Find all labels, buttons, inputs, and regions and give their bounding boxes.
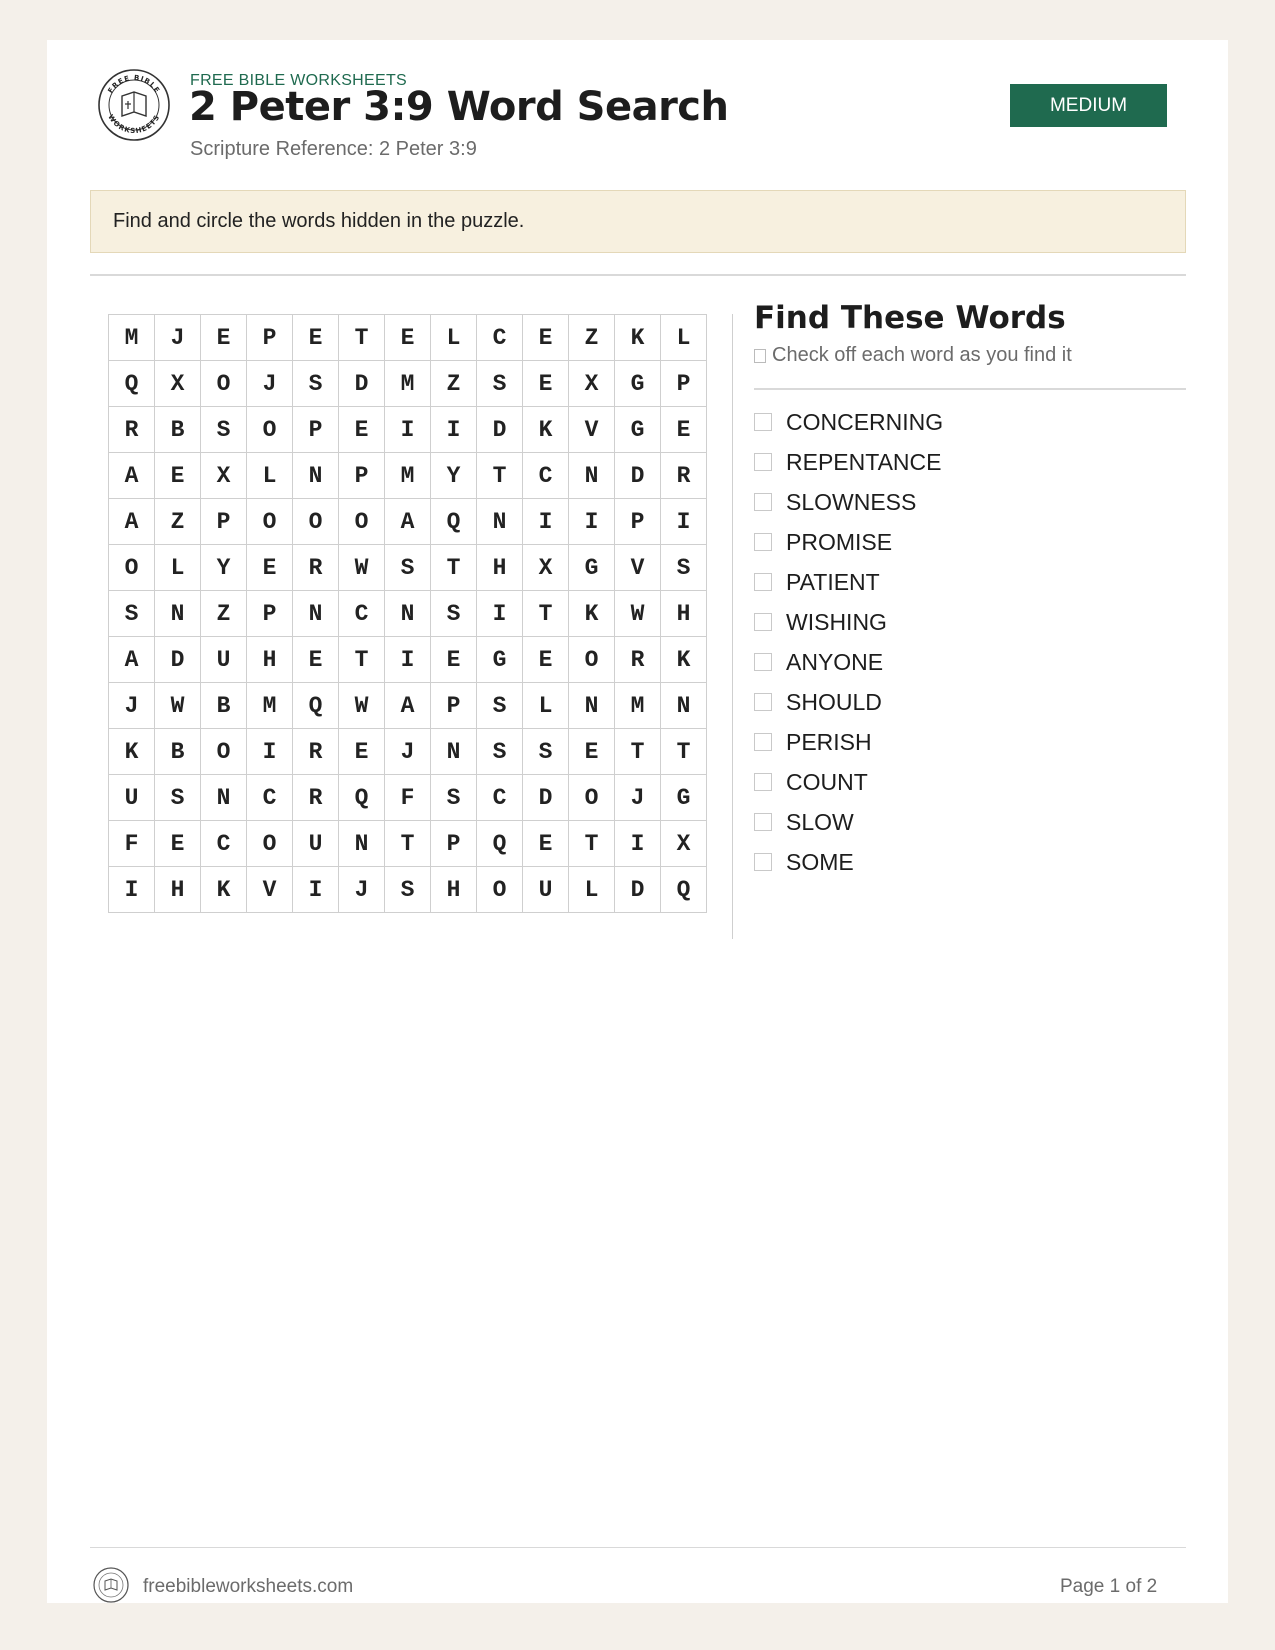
- grid-cell[interactable]: O: [201, 361, 247, 407]
- grid-cell[interactable]: H: [661, 591, 707, 637]
- grid-cell[interactable]: E: [155, 453, 201, 499]
- grid-cell[interactable]: K: [569, 591, 615, 637]
- word-checkbox[interactable]: [754, 693, 772, 711]
- grid-cell[interactable]: T: [477, 453, 523, 499]
- grid-cell[interactable]: S: [661, 545, 707, 591]
- grid-cell[interactable]: C: [247, 775, 293, 821]
- grid-cell[interactable]: I: [247, 729, 293, 775]
- page-title: 2 Peter 3:9 Word Search: [189, 84, 729, 130]
- grid-cell[interactable]: R: [293, 545, 339, 591]
- grid-cell[interactable]: R: [109, 407, 155, 453]
- grid-cell[interactable]: I: [569, 499, 615, 545]
- grid-cell[interactable]: R: [293, 729, 339, 775]
- grid-cell[interactable]: N: [293, 591, 339, 637]
- grid-cell[interactable]: S: [431, 775, 477, 821]
- grid-cell[interactable]: K: [523, 407, 569, 453]
- grid-cell[interactable]: Q: [109, 361, 155, 407]
- grid-cell[interactable]: J: [385, 729, 431, 775]
- grid-cell[interactable]: E: [201, 315, 247, 361]
- grid-cell[interactable]: E: [431, 637, 477, 683]
- grid-cell[interactable]: R: [293, 775, 339, 821]
- grid-cell[interactable]: G: [615, 407, 661, 453]
- word-label: REPENTANCE: [786, 448, 942, 475]
- grid-cell[interactable]: U: [293, 821, 339, 867]
- grid-cell[interactable]: E: [523, 637, 569, 683]
- scripture-reference: Scripture Reference: 2 Peter 3:9: [190, 138, 477, 160]
- grid-cell[interactable]: U: [523, 867, 569, 913]
- grid-cell[interactable]: I: [109, 867, 155, 913]
- word-checkbox[interactable]: [754, 773, 772, 791]
- grid-cell[interactable]: W: [155, 683, 201, 729]
- word-checkbox[interactable]: [754, 853, 772, 871]
- grid-cell[interactable]: S: [385, 867, 431, 913]
- instructions-box: [90, 190, 1186, 253]
- grid-cell[interactable]: M: [247, 683, 293, 729]
- grid-cell[interactable]: X: [661, 821, 707, 867]
- brand-name: FREE BIBLE WORKSHEETS: [190, 72, 408, 89]
- grid-cell[interactable]: L: [155, 545, 201, 591]
- grid-cell[interactable]: W: [339, 545, 385, 591]
- grid-cell[interactable]: N: [661, 683, 707, 729]
- grid-cell[interactable]: P: [615, 499, 661, 545]
- grid-cell[interactable]: G: [661, 775, 707, 821]
- grid-cell[interactable]: E: [339, 407, 385, 453]
- grid-cell[interactable]: L: [247, 453, 293, 499]
- word-label: CONCERNING: [786, 408, 944, 435]
- grid-cell[interactable]: X: [569, 361, 615, 407]
- grid-cell[interactable]: T: [339, 637, 385, 683]
- word-list-item[interactable]: [754, 642, 943, 682]
- grid-cell[interactable]: E: [523, 821, 569, 867]
- word-list-hint-text: Check off each word as you find it: [772, 344, 1072, 366]
- grid-cell[interactable]: A: [385, 683, 431, 729]
- grid-cell[interactable]: W: [339, 683, 385, 729]
- grid-cell[interactable]: I: [385, 637, 431, 683]
- grid-cell[interactable]: Q: [431, 499, 477, 545]
- grid-cell[interactable]: T: [569, 821, 615, 867]
- word-list-item[interactable]: [754, 842, 943, 882]
- word-label: PROMISE: [786, 528, 893, 555]
- grid-cell[interactable]: N: [385, 591, 431, 637]
- grid-cell[interactable]: X: [523, 545, 569, 591]
- grid-cell[interactable]: O: [247, 499, 293, 545]
- page-number: Page 1 of 2: [1060, 1576, 1158, 1597]
- logo-text-top: FREE BIBLE: [106, 73, 162, 95]
- site-logo: [97, 68, 171, 142]
- word-label: COUNT: [786, 768, 868, 795]
- grid-cell[interactable]: T: [431, 545, 477, 591]
- grid-cell[interactable]: E: [247, 545, 293, 591]
- grid-cell[interactable]: T: [523, 591, 569, 637]
- grid-cell[interactable]: K: [201, 867, 247, 913]
- grid-cell[interactable]: Z: [431, 361, 477, 407]
- grid-cell[interactable]: P: [293, 407, 339, 453]
- word-list-title: Find These Words: [754, 300, 1066, 336]
- grid-cell[interactable]: H: [431, 867, 477, 913]
- grid-cell[interactable]: E: [339, 729, 385, 775]
- grid-cell[interactable]: Y: [201, 545, 247, 591]
- grid-cell[interactable]: N: [293, 453, 339, 499]
- grid-cell[interactable]: D: [339, 361, 385, 407]
- grid-cell[interactable]: S: [201, 407, 247, 453]
- grid-cell[interactable]: F: [109, 821, 155, 867]
- word-list-hint: [754, 344, 1072, 367]
- logo-text-bottom: WORKSHEETS: [106, 113, 162, 136]
- grid-cell[interactable]: L: [569, 867, 615, 913]
- grid-cell[interactable]: W: [615, 591, 661, 637]
- grid-cell[interactable]: H: [247, 637, 293, 683]
- grid-cell[interactable]: S: [109, 591, 155, 637]
- grid-cell[interactable]: I: [431, 407, 477, 453]
- grid-cell[interactable]: N: [477, 499, 523, 545]
- grid-cell[interactable]: S: [293, 361, 339, 407]
- word-label: SHOULD: [786, 688, 882, 715]
- word-label: SLOWNESS: [786, 488, 917, 515]
- grid-cell[interactable]: N: [339, 821, 385, 867]
- grid-cell[interactable]: F: [385, 775, 431, 821]
- word-label: PERISH: [786, 728, 872, 755]
- grid-cell[interactable]: O: [339, 499, 385, 545]
- word-list-item[interactable]: [754, 682, 943, 722]
- word-search-grid: [108, 314, 707, 913]
- grid-cell[interactable]: S: [523, 729, 569, 775]
- word-list: [754, 402, 943, 882]
- word-checkbox[interactable]: [754, 413, 772, 431]
- grid-cell[interactable]: L: [523, 683, 569, 729]
- grid-cell[interactable]: U: [109, 775, 155, 821]
- grid-cell[interactable]: T: [615, 729, 661, 775]
- grid-cell[interactable]: P: [247, 315, 293, 361]
- grid-cell[interactable]: D: [615, 453, 661, 499]
- grid-cell[interactable]: J: [155, 315, 201, 361]
- grid-cell[interactable]: A: [385, 499, 431, 545]
- grid-cell[interactable]: V: [615, 545, 661, 591]
- grid-cell[interactable]: S: [477, 361, 523, 407]
- grid-cell[interactable]: N: [431, 729, 477, 775]
- grid-cell[interactable]: B: [155, 729, 201, 775]
- grid-cell[interactable]: M: [385, 361, 431, 407]
- grid-cell[interactable]: Z: [155, 499, 201, 545]
- grid-cell[interactable]: O: [293, 499, 339, 545]
- grid-cell[interactable]: P: [247, 591, 293, 637]
- grid-cell[interactable]: T: [661, 729, 707, 775]
- grid-cell[interactable]: K: [109, 729, 155, 775]
- word-checkbox[interactable]: [754, 533, 772, 551]
- grid-cell[interactable]: C: [523, 453, 569, 499]
- grid-cell[interactable]: S: [477, 729, 523, 775]
- worksheet-page: [47, 40, 1228, 1603]
- word-list-item[interactable]: [754, 482, 943, 522]
- grid-cell[interactable]: S: [431, 591, 477, 637]
- footer-logo: [93, 1567, 129, 1603]
- grid-cell[interactable]: A: [109, 453, 155, 499]
- grid-cell[interactable]: H: [155, 867, 201, 913]
- grid-cell[interactable]: R: [615, 637, 661, 683]
- grid-cell[interactable]: G: [615, 361, 661, 407]
- grid-cell[interactable]: O: [477, 867, 523, 913]
- grid-cell[interactable]: O: [247, 821, 293, 867]
- grid-cell[interactable]: E: [569, 729, 615, 775]
- grid-cell[interactable]: Q: [661, 867, 707, 913]
- grid-cell[interactable]: J: [615, 775, 661, 821]
- grid-cell[interactable]: E: [661, 407, 707, 453]
- grid-cell[interactable]: D: [523, 775, 569, 821]
- grid-cell[interactable]: G: [569, 545, 615, 591]
- grid-cell[interactable]: M: [615, 683, 661, 729]
- word-list-item[interactable]: [754, 522, 943, 562]
- grid-cell[interactable]: J: [247, 361, 293, 407]
- word-checkbox[interactable]: [754, 573, 772, 591]
- grid-cell[interactable]: S: [155, 775, 201, 821]
- difficulty-badge: MEDIUM: [1010, 84, 1167, 127]
- word-checkbox[interactable]: [754, 653, 772, 671]
- grid-cell[interactable]: E: [523, 315, 569, 361]
- grid-cell[interactable]: H: [477, 545, 523, 591]
- grid-cell[interactable]: O: [247, 407, 293, 453]
- footer-divider: [90, 1547, 1186, 1548]
- grid-cell[interactable]: V: [247, 867, 293, 913]
- grid-cell[interactable]: Q: [293, 683, 339, 729]
- grid-cell[interactable]: I: [615, 821, 661, 867]
- grid-cell[interactable]: T: [385, 821, 431, 867]
- grid-cell[interactable]: P: [431, 821, 477, 867]
- grid-cell[interactable]: U: [201, 637, 247, 683]
- grid-cell[interactable]: J: [339, 867, 385, 913]
- word-label: ANYONE: [786, 648, 884, 675]
- grid-cell[interactable]: O: [569, 775, 615, 821]
- grid-cell[interactable]: E: [385, 315, 431, 361]
- grid-cell[interactable]: K: [615, 315, 661, 361]
- word-checkbox[interactable]: [754, 613, 772, 631]
- word-checkbox[interactable]: [754, 733, 772, 751]
- checkbox-icon: [754, 349, 766, 363]
- grid-cell[interactable]: C: [201, 821, 247, 867]
- grid-cell[interactable]: P: [431, 683, 477, 729]
- word-label: SLOW: [786, 808, 854, 835]
- grid-cell[interactable]: P: [661, 361, 707, 407]
- grid-cell[interactable]: V: [569, 407, 615, 453]
- grid-cell[interactable]: Z: [201, 591, 247, 637]
- grid-cell[interactable]: N: [569, 683, 615, 729]
- grid-cell[interactable]: I: [293, 867, 339, 913]
- instructions-text: Find and circle the words hidden in the puzzle.: [113, 210, 525, 232]
- grid-cell[interactable]: X: [201, 453, 247, 499]
- column-divider: [732, 314, 733, 939]
- header-divider: [90, 274, 1186, 276]
- grid-cell[interactable]: O: [201, 729, 247, 775]
- grid-cell[interactable]: Q: [339, 775, 385, 821]
- grid-cell[interactable]: Z: [569, 315, 615, 361]
- grid-cell[interactable]: N: [155, 591, 201, 637]
- grid-cell[interactable]: L: [431, 315, 477, 361]
- word-checkbox[interactable]: [754, 453, 772, 471]
- grid-cell[interactable]: T: [339, 315, 385, 361]
- word-list-item[interactable]: [754, 602, 943, 642]
- grid-cell[interactable]: O: [569, 637, 615, 683]
- grid-cell[interactable]: S: [477, 683, 523, 729]
- word-label: WISHING: [786, 608, 887, 635]
- grid-cell[interactable]: D: [615, 867, 661, 913]
- grid-cell[interactable]: N: [569, 453, 615, 499]
- word-checkbox[interactable]: [754, 813, 772, 831]
- grid-cell[interactable]: E: [155, 821, 201, 867]
- word-list-item[interactable]: [754, 562, 943, 602]
- grid-cell[interactable]: L: [661, 315, 707, 361]
- grid-cell[interactable]: M: [109, 315, 155, 361]
- grid-cell[interactable]: D: [155, 637, 201, 683]
- grid-cell[interactable]: I: [477, 591, 523, 637]
- grid-cell[interactable]: C: [477, 315, 523, 361]
- grid-cell[interactable]: G: [477, 637, 523, 683]
- word-list-item[interactable]: [754, 722, 943, 762]
- grid-cell[interactable]: O: [109, 545, 155, 591]
- word-checkbox[interactable]: [754, 493, 772, 511]
- grid-cell[interactable]: D: [477, 407, 523, 453]
- grid-cell[interactable]: E: [293, 637, 339, 683]
- grid-cell[interactable]: P: [339, 453, 385, 499]
- grid-cell[interactable]: R: [661, 453, 707, 499]
- grid-cell[interactable]: X: [155, 361, 201, 407]
- word-list-item[interactable]: [754, 442, 943, 482]
- grid-cell[interactable]: E: [293, 315, 339, 361]
- grid-cell[interactable]: M: [385, 453, 431, 499]
- footer-site-url: freebibleworksheets.com: [143, 1576, 354, 1597]
- word-list-item[interactable]: [754, 402, 943, 442]
- grid-cell[interactable]: P: [201, 499, 247, 545]
- grid-cell[interactable]: J: [109, 683, 155, 729]
- word-label: PATIENT: [786, 568, 880, 595]
- grid-cell[interactable]: C: [477, 775, 523, 821]
- grid-cell[interactable]: A: [109, 637, 155, 683]
- grid-cell[interactable]: Y: [431, 453, 477, 499]
- grid-cell[interactable]: B: [201, 683, 247, 729]
- grid-cell[interactable]: K: [661, 637, 707, 683]
- grid-cell[interactable]: E: [523, 361, 569, 407]
- grid-cell[interactable]: Q: [477, 821, 523, 867]
- word-label: SOME: [786, 848, 854, 875]
- word-list-item[interactable]: [754, 762, 943, 802]
- grid-cell[interactable]: N: [201, 775, 247, 821]
- grid-cell[interactable]: S: [385, 545, 431, 591]
- grid-cell[interactable]: I: [523, 499, 569, 545]
- grid-cell[interactable]: A: [109, 499, 155, 545]
- word-list-divider: [754, 388, 1186, 390]
- grid-cell[interactable]: I: [385, 407, 431, 453]
- grid-cell[interactable]: B: [155, 407, 201, 453]
- grid-cell[interactable]: I: [661, 499, 707, 545]
- grid-cell[interactable]: C: [339, 591, 385, 637]
- word-list-item[interactable]: [754, 802, 943, 842]
